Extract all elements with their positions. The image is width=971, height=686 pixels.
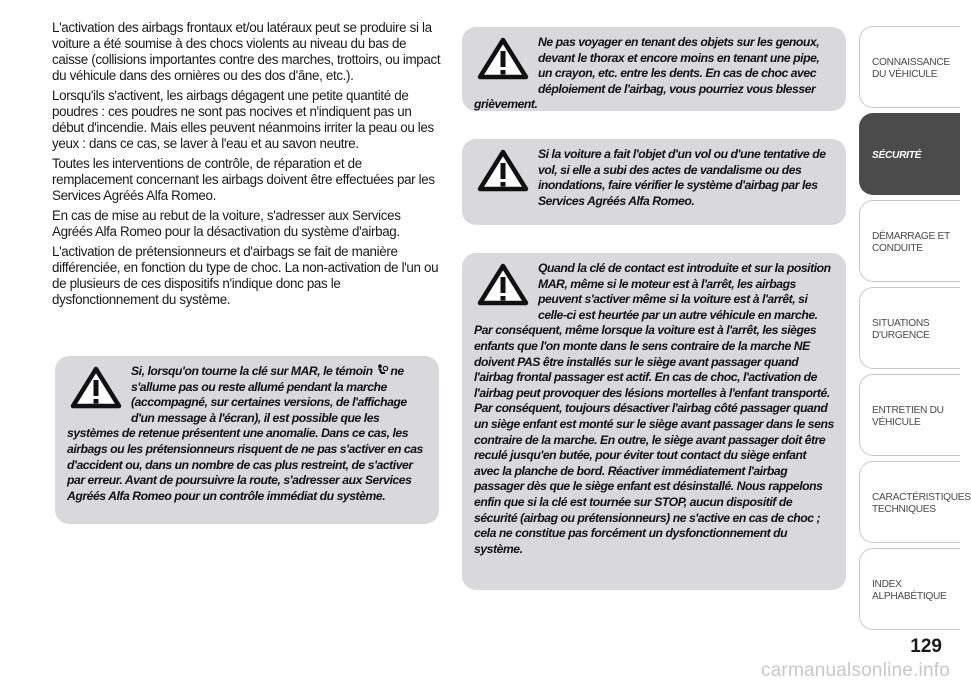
tab-index-alphabetique[interactable]: INDEX ALPHABÉTIQUE [859,548,960,630]
warning-text: Ne pas voyager en tenant des objets sur les genoux, devant le thorax et encore moins en tenant une pipe, un crayon, etc. entre les dents. En cas de choc avec déploiement de l'airbag, vous pourriez vous blesser grièvement. [474,35,820,112]
left-column-text [52,20,442,312]
tab-caracteristiques-techniques[interactable]: CARACTÉRISTIQUES TECHNIQUES [859,461,960,543]
watermark: carmanualsonline.info [760,660,950,681]
warning-triangle-icon [474,37,532,83]
warning-box-objects [462,27,846,111]
warning-box-airbag-lamp [55,356,439,524]
page-number: 129 [910,636,942,657]
paragraph: En cas de mise au rebut de la voiture, s'adresser aux Services Agréés Alfa Romeo pour la désactivation du système d'airbag. [52,208,401,239]
warning-box-child-seat [462,253,846,590]
tab-entretien-du-vehicule[interactable]: ENTRETIEN DU VÉHICULE [859,374,960,456]
warning-text: Si, lorsqu'on tourne la clé sur MAR, le témoin [131,364,376,378]
chapter-sidebar [859,26,971,635]
warning-text: Si la voiture a fait l'objet d'un vol ou d'une tentative de vol, si elle a subi des actes de vandalisme ou des inondations, faire vérifier le système d'airbag par les Services Agréés Alfa Romeo. [538,147,826,208]
paragraph: L'activation des airbags frontaux et/ou latéraux peut se produire si la voiture a été soumise à des chocs violents au niveau du bas de caisse (collisions importantes contre des marches, trottoirs, ou impact du véhicule dans des ornières ou des dos d'âne, etc.). [52,20,441,83]
warning-triangle-icon [67,366,125,412]
warning-text: Quand la clé de contact est introduite et sur la position MAR, même si le moteur est à l'arrêt, les airbags peuvent s'activer même si la voiture est à l'arrêt, si celle-ci est heurtée par un autre véhicule en marche. Par conséquent, même lorsque la voiture est à l'arrêt, les sièges enfants que l'on monte dans le sens contraire de la marche NE doivent PAS être installés sur le siège avant passager quand l'airbag frontal passager est actif. En cas de choc, l'activation de l'airbag peut provoquer des lésions mortelles à l'enfant transporté. Par conséquent, toujours désactiver l'airbag côté passager quand un siège enfant est monté sur le siège avant passager dans le sens contraire de la marche. En outre, le siège avant passager doit être reculé jusqu'en butée, pour éviter tout contact du siège enfant avec la planche de bord. Réactiver immédiatement l'airbag passager dès que le siège enfant est désinstallé. Nous rappelons enfin que si la clé est tournée sur STOP, aucun dispositif de sécurité (airbag ou prétensionneurs) ne s'active en cas de choc ; cela ne constitue pas forcément un dysfonctionnement du système. [474,261,834,556]
tab-situations-d-urgence[interactable]: SITUATIONS D'URGENCE [859,287,960,369]
paragraph: Lorsqu'ils s'activent, les airbags dégagent une petite quantité de poudres : ces poudres ne sont pas nocives et n'indiquent pas un début d'incendie. Mais elles peuvent néanmoins irriter la peau ou les yeux : dans ce cas, se laver à l'eau et au savon neutre. [52,88,434,151]
warning-text: ne s'allume pas ou reste allumé pendant la marche (accompagné, sur certaines versions, de l'affichage d'un message à l'écran), il est possible que les systèmes de retenue présentent une anomalie. Dans ce cas, les airbags ou les prétensionneurs risquent de ne pas s'activer en cas d'accident ou, dans un nombre de cas plus restreint, de s'activer par erreur. Avant de poursuivre la route, s'adresser aux Services Agréés Alfa Romeo pour un contrôle immédiat du système. [67,364,423,503]
tab-securite[interactable]: SÉCURITÉ [859,113,960,195]
warning-triangle-icon [474,149,532,195]
paragraph: Toutes les interventions de contrôle, de réparation et de remplacement concernant les airbags doivent être effectuées par les Services Agréés Alfa Romeo. [52,156,435,203]
warning-triangle-icon [474,263,532,309]
paragraph: L'activation de prétensionneurs et d'airbags se fait de manière différenciée, en fonction du type de choc. La non-activation de l'un ou de plusieurs de ces dispositifs n'indique donc pas le dysfonctionnement du système. [52,244,439,307]
tab-demarrage-et-conduite[interactable]: DÉMARRAGE ET CONDUITE [859,200,960,282]
airbag-warning-lamp-icon [376,364,388,377]
warning-box-theft [462,139,846,225]
tab-connaissance-du-vehicule[interactable]: CONNAISSANCE DU VÉHICULE [859,26,960,108]
